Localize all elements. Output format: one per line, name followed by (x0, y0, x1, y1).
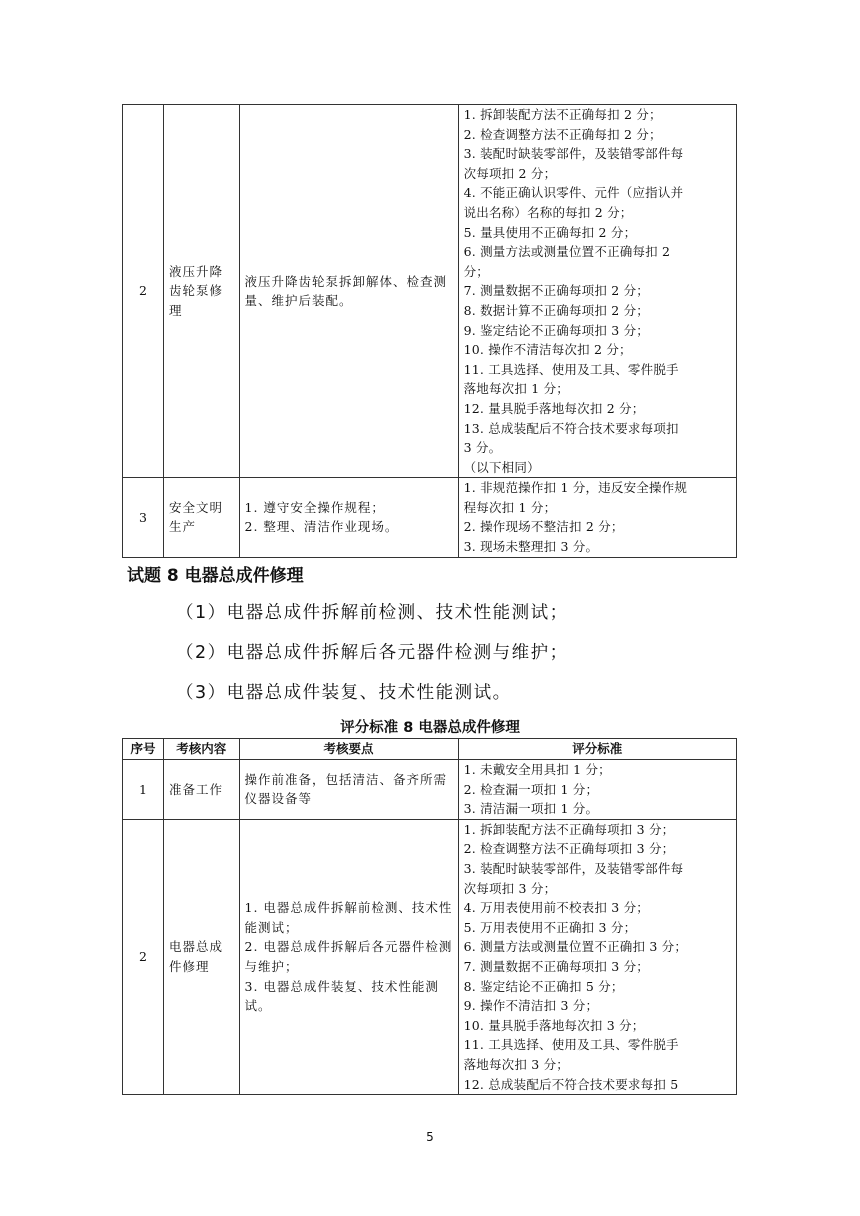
criteria-line: 5. 万用表使用不正确扣 3 分； (463, 919, 637, 935)
criteria-line: 落地每次扣 3 分； (463, 1056, 569, 1072)
criteria-line: 6. 测量方法或测量位置不正确每扣 2 (463, 244, 671, 260)
row-number: 1 (123, 760, 164, 820)
criteria-line: 次每项扣 3 分； (463, 880, 557, 896)
criteria-line: 3. 清洁漏一项扣 1 分。 (463, 801, 599, 817)
criteria-line: 1. 非规范操作扣 1 分，违反安全操作规 (463, 480, 688, 496)
section-title: 试题 8 电器总成件修理 (127, 566, 304, 586)
scoring-criteria (458, 760, 736, 820)
criteria-line: 1. 未戴安全用具扣 1 分； (463, 762, 611, 777)
scoring-criteria (458, 105, 736, 478)
criteria-line: 4. 不能正确认识零件、元件（应指认并 (463, 185, 684, 201)
table-row (123, 760, 737, 820)
criteria-line: 3. 装配时缺装零部件，及装错零部件每 (463, 146, 684, 162)
criteria-line: 11. 工具选择、使用及工具、零件脱手 (463, 361, 679, 377)
row-number: 2 (123, 819, 164, 1094)
task-paragraph-2: （2）电器总成件拆解后各元器件检测与维护； (176, 643, 569, 663)
criteria-line: 落地每次扣 1 分； (463, 381, 569, 397)
table-row (123, 478, 737, 557)
criteria-line: 5. 量具使用不正确每扣 2 分； (463, 224, 637, 240)
criteria-line: 13. 总成装配后不符合技术要求每项扣 (463, 420, 679, 436)
point-line: 液压升降齿轮泵拆卸解体、检查测量、维护后装配。 (244, 273, 448, 309)
criteria-line: 程每次扣 1 分； (463, 499, 557, 515)
criteria-line: 1. 拆卸装配方法不正确每项扣 3 分； (463, 821, 675, 837)
page-number: 5 (426, 1130, 434, 1144)
header-points: 考核要点 (239, 739, 458, 760)
scoring-table-7-continued (122, 104, 737, 558)
assessment-points (239, 760, 458, 820)
criteria-line: 7. 测量数据不正确每项扣 3 分； (463, 958, 649, 974)
scoring-criteria (458, 819, 736, 1094)
assessment-item: 安全文明生产 (164, 478, 240, 557)
criteria-line: 分； (463, 263, 489, 279)
row-number: 3 (123, 478, 164, 557)
assessment-points (239, 819, 458, 1094)
criteria-line: （以下相同） (463, 459, 540, 475)
criteria-line: 次每项扣 2 分； (463, 165, 557, 181)
criteria-line: 10. 量具脱手落地每次扣 3 分； (463, 1017, 645, 1033)
task-paragraph-3: （3）电器总成件装复、技术性能测试。 (176, 683, 512, 703)
table-header-row (123, 739, 737, 760)
scoring-criteria (458, 478, 736, 557)
criteria-line: 1. 拆卸装配方法不正确每扣 2 分； (463, 107, 662, 122)
assessment-points (239, 478, 458, 557)
table-caption: 评分标准 8 电器总成件修理 (340, 720, 520, 736)
table-row (123, 819, 737, 1094)
task-paragraph-1: （1）电器总成件拆解前检测、技术性能测试； (176, 603, 569, 623)
point-line: 2. 电器总成件拆解后各元器件检测与维护； (244, 939, 453, 974)
point-line: 1. 遵守安全操作规程； (244, 499, 385, 515)
header-no: 序号 (123, 739, 164, 760)
header-content: 考核内容 (164, 739, 240, 760)
criteria-line: 说出名称）名称的每扣 2 分； (463, 204, 633, 220)
criteria-line: 7. 测量数据不正确每项扣 2 分； (463, 283, 649, 299)
criteria-line: 8. 鉴定结论不正确扣 5 分； (463, 978, 624, 994)
criteria-line: 2. 检查调整方法不正确每项扣 3 分； (463, 841, 675, 857)
criteria-line: 9. 操作不清洁扣 3 分； (463, 998, 599, 1014)
assessment-points (239, 105, 458, 478)
assessment-item: 液压升降齿轮泵修理 (164, 105, 240, 478)
criteria-line: 2. 操作现场不整洁扣 2 分； (463, 519, 624, 535)
criteria-line: 3. 装配时缺装零部件，及装错零部件每 (463, 860, 684, 876)
assessment-item: 准备工作 (164, 760, 240, 820)
point-line: 操作前准备，包括清洁、备齐所需仪器设备等 (244, 771, 448, 807)
point-line: 3. 电器总成件装复、技术性能测试。 (244, 978, 439, 1014)
scoring-table-8 (122, 738, 737, 1095)
assessment-item: 电器总成件修理 (164, 819, 240, 1094)
criteria-line: 2. 检查漏一项扣 1 分； (463, 781, 599, 797)
row-number: 2 (123, 105, 164, 478)
table-row (123, 105, 737, 478)
criteria-line: 11. 工具选择、使用及工具、零件脱手 (463, 1037, 679, 1053)
criteria-line: 9. 鉴定结论不正确每项扣 3 分； (463, 322, 649, 338)
point-line: 1. 电器总成件拆解前检测、技术性能测试； (244, 900, 453, 935)
point-line: 2. 整理、清洁作业现场。 (244, 519, 399, 535)
criteria-line: 3. 现场未整理扣 3 分。 (463, 539, 599, 555)
criteria-line: 12. 总成装配后不符合技术要求每扣 5 (463, 1076, 679, 1092)
criteria-line: 12. 量具脱手落地每次扣 2 分； (463, 400, 645, 416)
criteria-line: 6. 测量方法或测量位置不正确扣 3 分； (463, 939, 688, 955)
criteria-line: 10. 操作不清洁每次扣 2 分； (463, 342, 632, 358)
criteria-line: 8. 数据计算不正确每项扣 2 分； (463, 302, 649, 318)
header-criteria: 评分标准 (458, 739, 736, 760)
criteria-line: 4. 万用表使用前不校表扣 3 分； (463, 900, 649, 916)
criteria-line: 2. 检查调整方法不正确每扣 2 分； (463, 126, 662, 142)
criteria-line: 3 分。 (463, 440, 502, 456)
